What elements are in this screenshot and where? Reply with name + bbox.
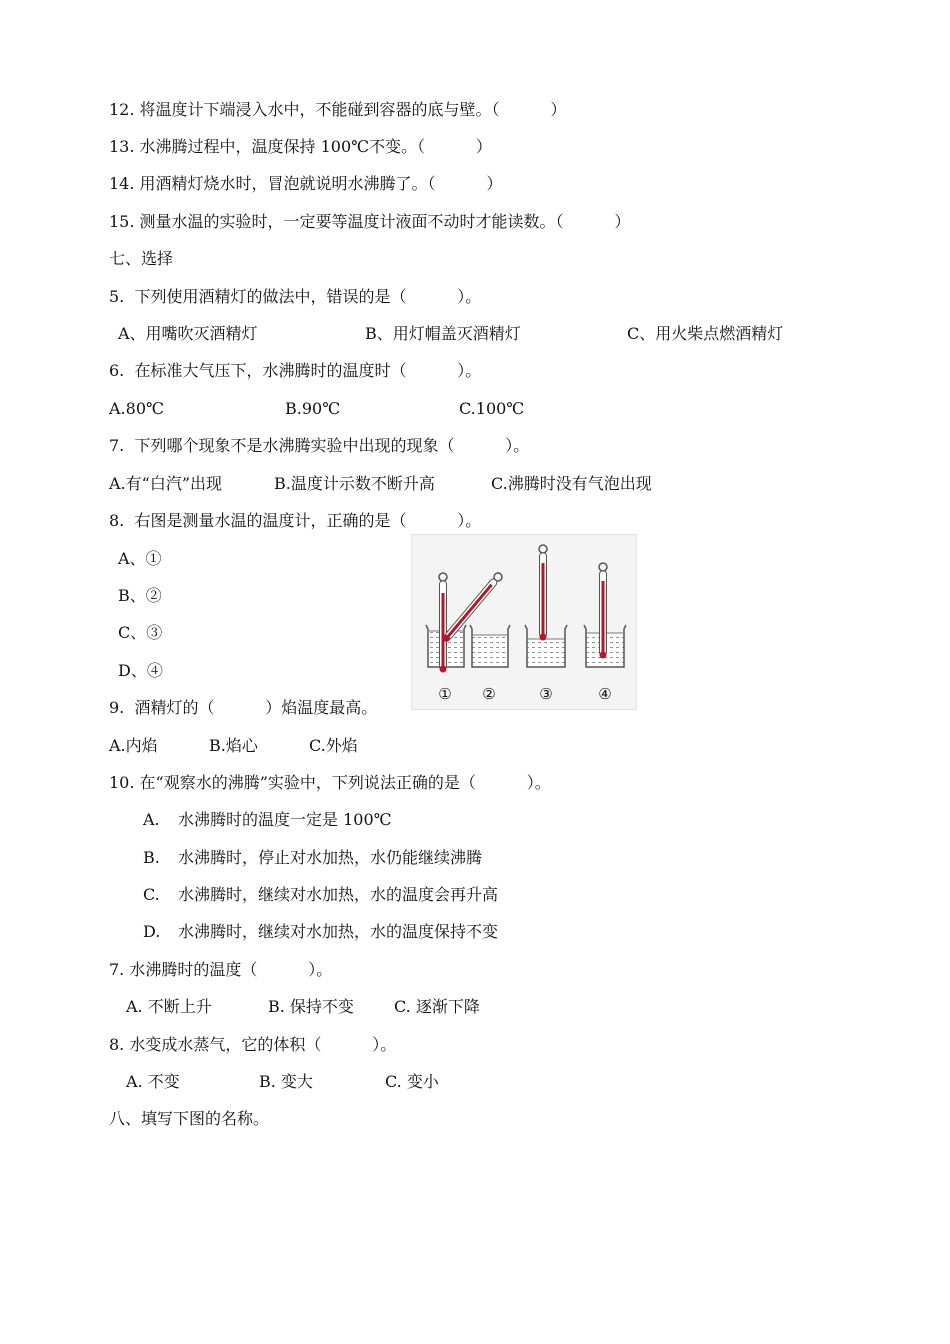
beaker-2 xyxy=(470,625,510,667)
mc-q8-option-d: D、④ xyxy=(118,661,163,680)
mc-q6-option-c: C.100℃ xyxy=(459,399,525,418)
section-heading-choice: 七、选择 xyxy=(109,249,174,268)
judge-q14: 14. 用酒精灯烧水时，冒泡就说明水沸腾了。（ ） xyxy=(109,174,503,193)
thermometer-figure-drawing xyxy=(412,535,636,709)
mc-q5-option-b: B、用灯帽盖灭酒精灯 xyxy=(365,324,521,343)
judge-q13: 13. 水沸腾过程中，温度保持 100℃不变。（ ） xyxy=(109,137,492,156)
mc-q8-stem: 8. 右图是测量水温的温度计，正确的是（ ）。 xyxy=(109,511,482,530)
mc-q7-option-b: B.温度计示数不断升高 xyxy=(274,474,435,493)
judge-q12: 12. 将温度计下端浸入水中，不能碰到容器的底与壁。（ ） xyxy=(109,100,567,119)
mc-q8b-option-c: C. 变小 xyxy=(385,1072,439,1091)
mc-q5-option-c: C、用火柴点燃酒精灯 xyxy=(627,324,784,343)
mc-q5-option-a: A、用嘴吹灭酒精灯 xyxy=(118,324,258,343)
mc-q9-option-a: A.内焰 xyxy=(109,736,158,755)
section-heading-fill-names: 八、填写下图的名称。 xyxy=(109,1109,270,1128)
mc-q10-option-d: 水沸腾时，继续对水加热，水的温度保持不变 xyxy=(178,922,499,941)
mc-q10-option-c-letter: C. xyxy=(143,885,160,904)
mc-q7-option-a: A.有“白汽”出现 xyxy=(109,474,223,493)
figure-label-2: ② xyxy=(482,685,496,703)
judge-q15: 15. 测量水温的实验时，一定要等温度计液面不动时才能读数。（ ） xyxy=(109,212,631,231)
mc-q8b-option-b: B. 变大 xyxy=(259,1072,313,1091)
mc-q6-option-b: B.90℃ xyxy=(285,399,341,418)
mc-q9-option-c: C.外焰 xyxy=(309,736,358,755)
mc-q8b-stem: 8. 水变成水蒸气，它的体积（ ）。 xyxy=(109,1035,397,1054)
mc-q10-option-d-letter: D. xyxy=(143,922,161,941)
figure-label-1: ① xyxy=(438,685,452,703)
thermometer-figure xyxy=(411,534,637,710)
thermometer-1 xyxy=(439,573,447,673)
mc-q5-stem: 5. 下列使用酒精灯的做法中，错误的是（ ）。 xyxy=(109,287,482,306)
mc-q7b-option-a: A. 不断上升 xyxy=(126,997,212,1016)
mc-q8-option-a: A、① xyxy=(118,549,162,568)
mc-q9-stem: 9. 酒精灯的（ ）焰温度最高。 xyxy=(109,698,378,717)
figure-label-3: ③ xyxy=(539,685,553,703)
mc-q10-option-a-letter: A. xyxy=(143,810,160,829)
mc-q10-stem: 10. 在“观察水的沸腾”实验中，下列说法正确的是（ ）。 xyxy=(109,773,551,792)
mc-q8-option-b: B、② xyxy=(118,586,162,605)
thermometer-4 xyxy=(599,563,607,659)
mc-q8-option-c: C、③ xyxy=(118,623,163,642)
figure-label-4: ④ xyxy=(598,685,612,703)
thermometer-3 xyxy=(539,545,547,641)
mc-q7-stem: 7. 下列哪个现象不是水沸腾实验中出现的现象（ ）。 xyxy=(109,436,530,455)
mc-q7b-option-b: B. 保持不变 xyxy=(268,997,354,1016)
mc-q9-option-b: B.焰心 xyxy=(209,736,258,755)
mc-q7b-stem: 7. 水沸腾时的温度（ ）。 xyxy=(109,960,333,979)
mc-q8b-option-a: A. 不变 xyxy=(126,1072,180,1091)
mc-q10-option-b: 水沸腾时，停止对水加热，水仍能继续沸腾 xyxy=(178,848,483,867)
mc-q10-option-a: 水沸腾时的温度一定是 100℃ xyxy=(178,810,392,829)
mc-q10-option-b-letter: B. xyxy=(143,848,160,867)
mc-q10-option-c: 水沸腾时，继续对水加热，水的温度会再升高 xyxy=(178,885,499,904)
mc-q6-stem: 6. 在标准大气压下，水沸腾时的温度时（ ）。 xyxy=(109,361,482,380)
mc-q7-option-c: C.沸腾时没有气泡出现 xyxy=(491,474,652,493)
mc-q7b-option-c: C. 逐渐下降 xyxy=(394,997,480,1016)
mc-q6-option-a: A.80℃ xyxy=(109,399,164,418)
